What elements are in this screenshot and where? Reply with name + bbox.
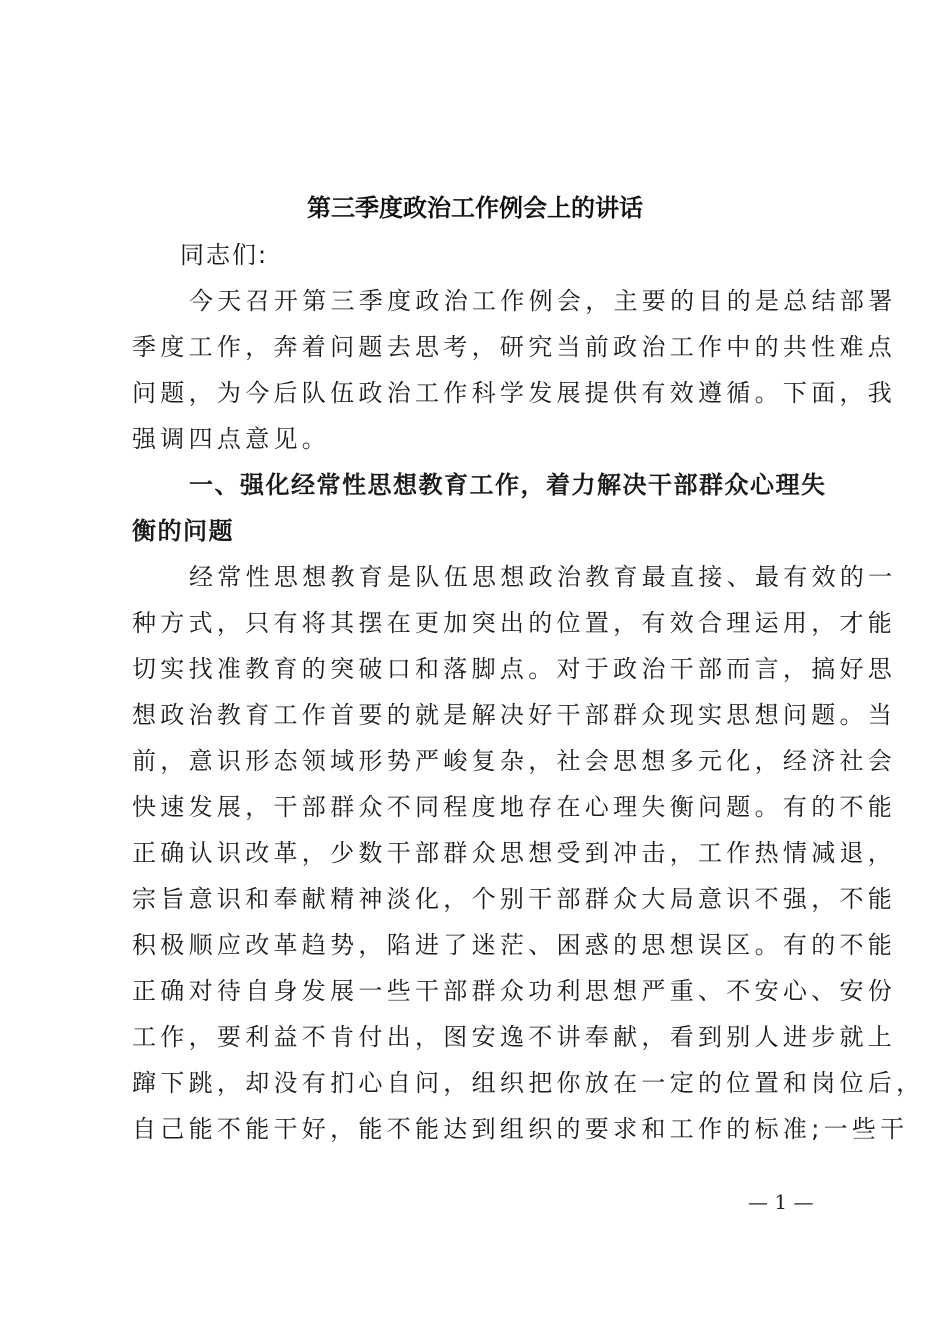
document-body — [132, 232, 925, 1152]
text-line: 宗旨意识和奉献精神淡化，个别干部群众大局意识不强，不能 — [132, 885, 897, 913]
paragraph-intro — [132, 278, 897, 462]
heading-line: 一、强化经常性思想教育工作，着力解决干部群众心理失 — [189, 471, 827, 499]
text-line: 切实找准教育的突破口和落脚点。对于政治干部而言，搞好思 — [132, 655, 897, 683]
section-heading-1 — [132, 462, 827, 554]
heading-line: 衡的问题 — [132, 517, 234, 545]
text-line: 正确认识改革，少数干部群众思想受到冲击，工作热情减退， — [132, 839, 897, 867]
text-line: 强调四点意见。 — [132, 425, 331, 453]
page-number: — 1 — — [748, 1190, 814, 1214]
text-line: 想政治教育工作首要的就是解决好干部群众现实思想问题。当 — [132, 701, 897, 729]
text-line: 积极顺应改革趋势，陷进了迷茫、困惑的思想误区。有的不能 — [132, 931, 897, 959]
text-line: 经常性思想教育是队伍思想政治教育最直接、最有效的一 — [189, 563, 897, 591]
text-line: 快速发展，干部群众不同程度地存在心理失衡问题。有的不能 — [132, 793, 897, 821]
text-line: 今天召开第三季度政治工作例会，主要的目的是总结部署 — [189, 287, 897, 315]
text-line: 问题，为今后队伍政治工作科学发展提供有效遵循。下面，我 — [132, 379, 897, 407]
text-line: 自己能不能干好，能不能达到组织的要求和工作的标准;一些干 — [132, 1115, 909, 1143]
text-line: 前，意识形态领域形势严峻复杂，社会思想多元化，经济社会 — [132, 747, 897, 775]
text-line: 季度工作，奔着问题去思考，研究当前政治工作中的共性难点 — [132, 333, 897, 361]
paragraph-section-1 — [132, 554, 925, 1152]
text-line: 正确对待自身发展一些干部群众功利思想严重、不安心、安份 — [132, 977, 897, 1005]
text-line: 工作，要利益不肯付出，图安逸不讲奉献，看到别人进步就上 — [132, 1023, 897, 1051]
greeting: 同志们: — [180, 241, 269, 269]
document-title: 第三季度政治工作例会上的讲话 — [307, 193, 643, 222]
text-line: 种方式，只有将其摆在更加突出的位置，有效合理运用，才能 — [132, 609, 897, 637]
text-line: 蹿下跳，却没有扪心自问，组织把你放在一定的位置和岗位后， — [132, 1069, 925, 1097]
